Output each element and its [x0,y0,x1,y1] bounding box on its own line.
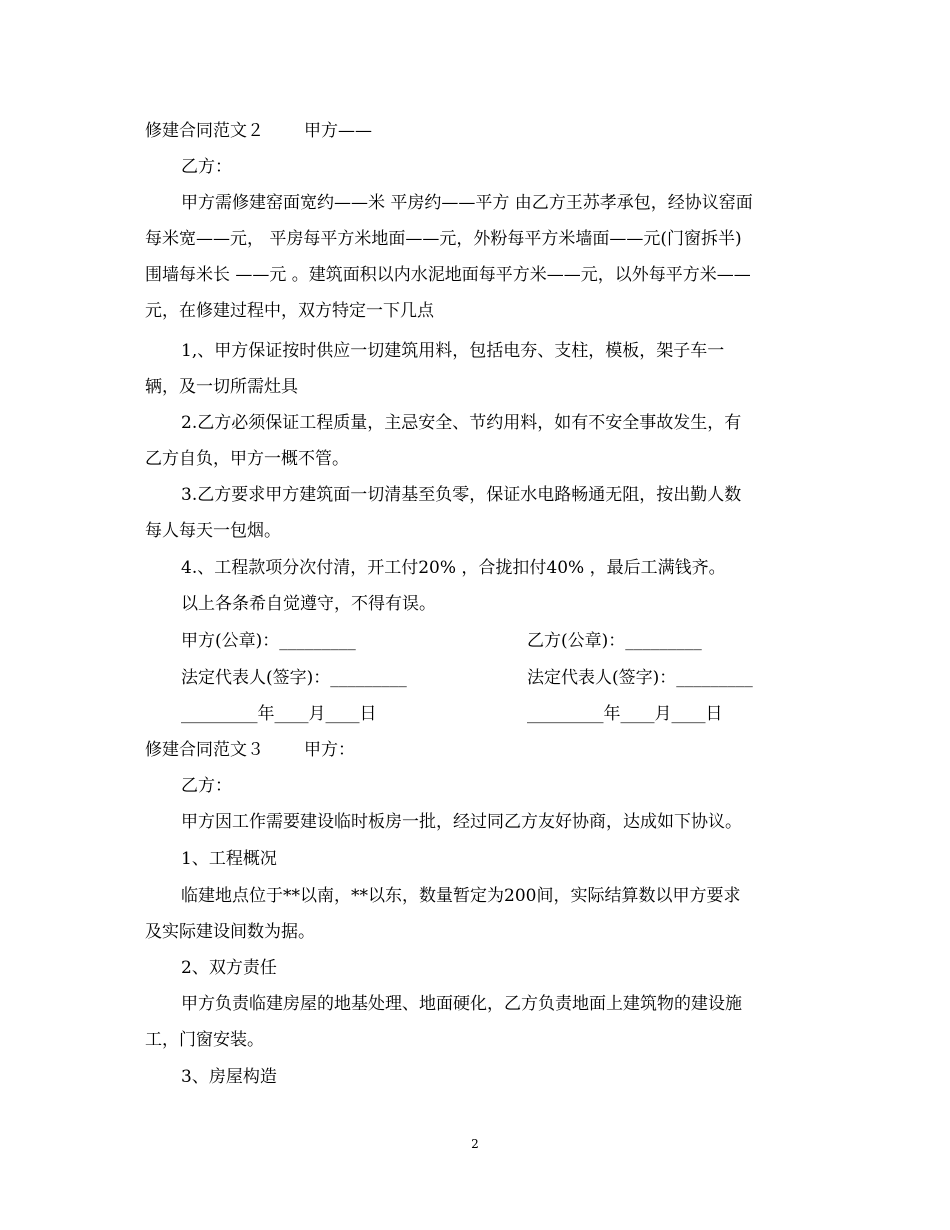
section-2-heading-line [145,119,372,143]
section-2-item-1-line: 1,、甲方保证按时供应一切建筑用料，包括电夯、支柱，模板，架子车一 [181,341,725,361]
party-b-date-field: _________年____月____日 [527,704,723,724]
party-a-date-field: _________年____月____日 [181,704,377,724]
section-3-heading-3: 3、房屋构造 [181,1067,277,1087]
section-3-heading-2: 2、双方责任 [181,958,277,978]
section-2-paragraph-line: 围墙每米长 ——元 。建筑面积以内水泥地面每平方米——元，以外每平方米—— [145,265,751,285]
party-a-representative-field: 法定代表人(签字)：_________ [181,668,407,688]
section-3-heading-2-text-line: 甲方负责临建房屋的地基处理、地面硬化，乙方负责地面上建筑物的建设施 [181,994,742,1014]
section-2-party-b: 乙方： [181,157,232,177]
section-2-item-4: 4.、工程款项分次付清，开工付20% ，合拢扣付40% ，最后工满钱齐。 [181,558,726,578]
party-b-seal-field: 乙方(公章)：_________ [527,631,702,651]
section-3-intro: 甲方因工作需要建设临时板房一批，经过同乙方友好协商，达成如下协议。 [181,812,742,832]
section-2-paragraph-line: 甲方需修建窑面宽约——米 平房约——平方 由乙方王苏孝承包，经协议窑面 [181,193,753,213]
section-3-party-a: 甲方： [304,740,355,760]
section-2-heading: 修建合同范文２ [145,121,264,141]
section-3-heading-2-text-line: 工，门窗安装。 [145,1030,264,1050]
section-3-heading-1-text-line: 及实际建设间数为据。 [145,922,315,942]
section-3-heading: 修建合同范文３ [145,740,264,760]
section-3-party-b: 乙方： [181,776,232,796]
section-2-item-3-line: 3.乙方要求甲方建筑面一切清基至负零，保证水电路畅通无阻，按出勤人数 [181,485,742,505]
section-2-paragraph-line: 每米宽——元， 平房每平方米地面——元，外粉每平方米墙面——元(门窗拆半) [145,229,742,249]
section-2-item-3-line: 每人每天一包烟。 [145,521,281,541]
party-a-seal-field: 甲方(公章)：_________ [181,631,356,651]
party-b-representative-field: 法定代表人(签字)：_________ [527,668,753,688]
section-2-item-2-line: 乙方自负，甲方一概不管。 [145,449,349,469]
section-2-closing: 以上各条希自觉遵守，不得有误。 [181,594,436,614]
section-2-paragraph-line: 元，在修建过程中，双方特定一下几点 [145,301,434,321]
section-3-heading-1-text-line: 临建地点位于**以南，**以东，数量暂定为200间，实际结算数以甲方要求 [181,886,741,906]
section-3-heading-1: 1、工程概况 [181,849,277,869]
section-2-item-2-line: 2.乙方必须保证工程质量，主忌安全、节约用料，如有不安全事故发生，有 [181,413,742,433]
section-2-party-a: 甲方—— [304,121,372,141]
page-number: 2 [471,1137,479,1151]
section-2-item-1-line: 辆，及一切所需灶具 [145,377,298,397]
section-3-heading-line [145,738,355,762]
